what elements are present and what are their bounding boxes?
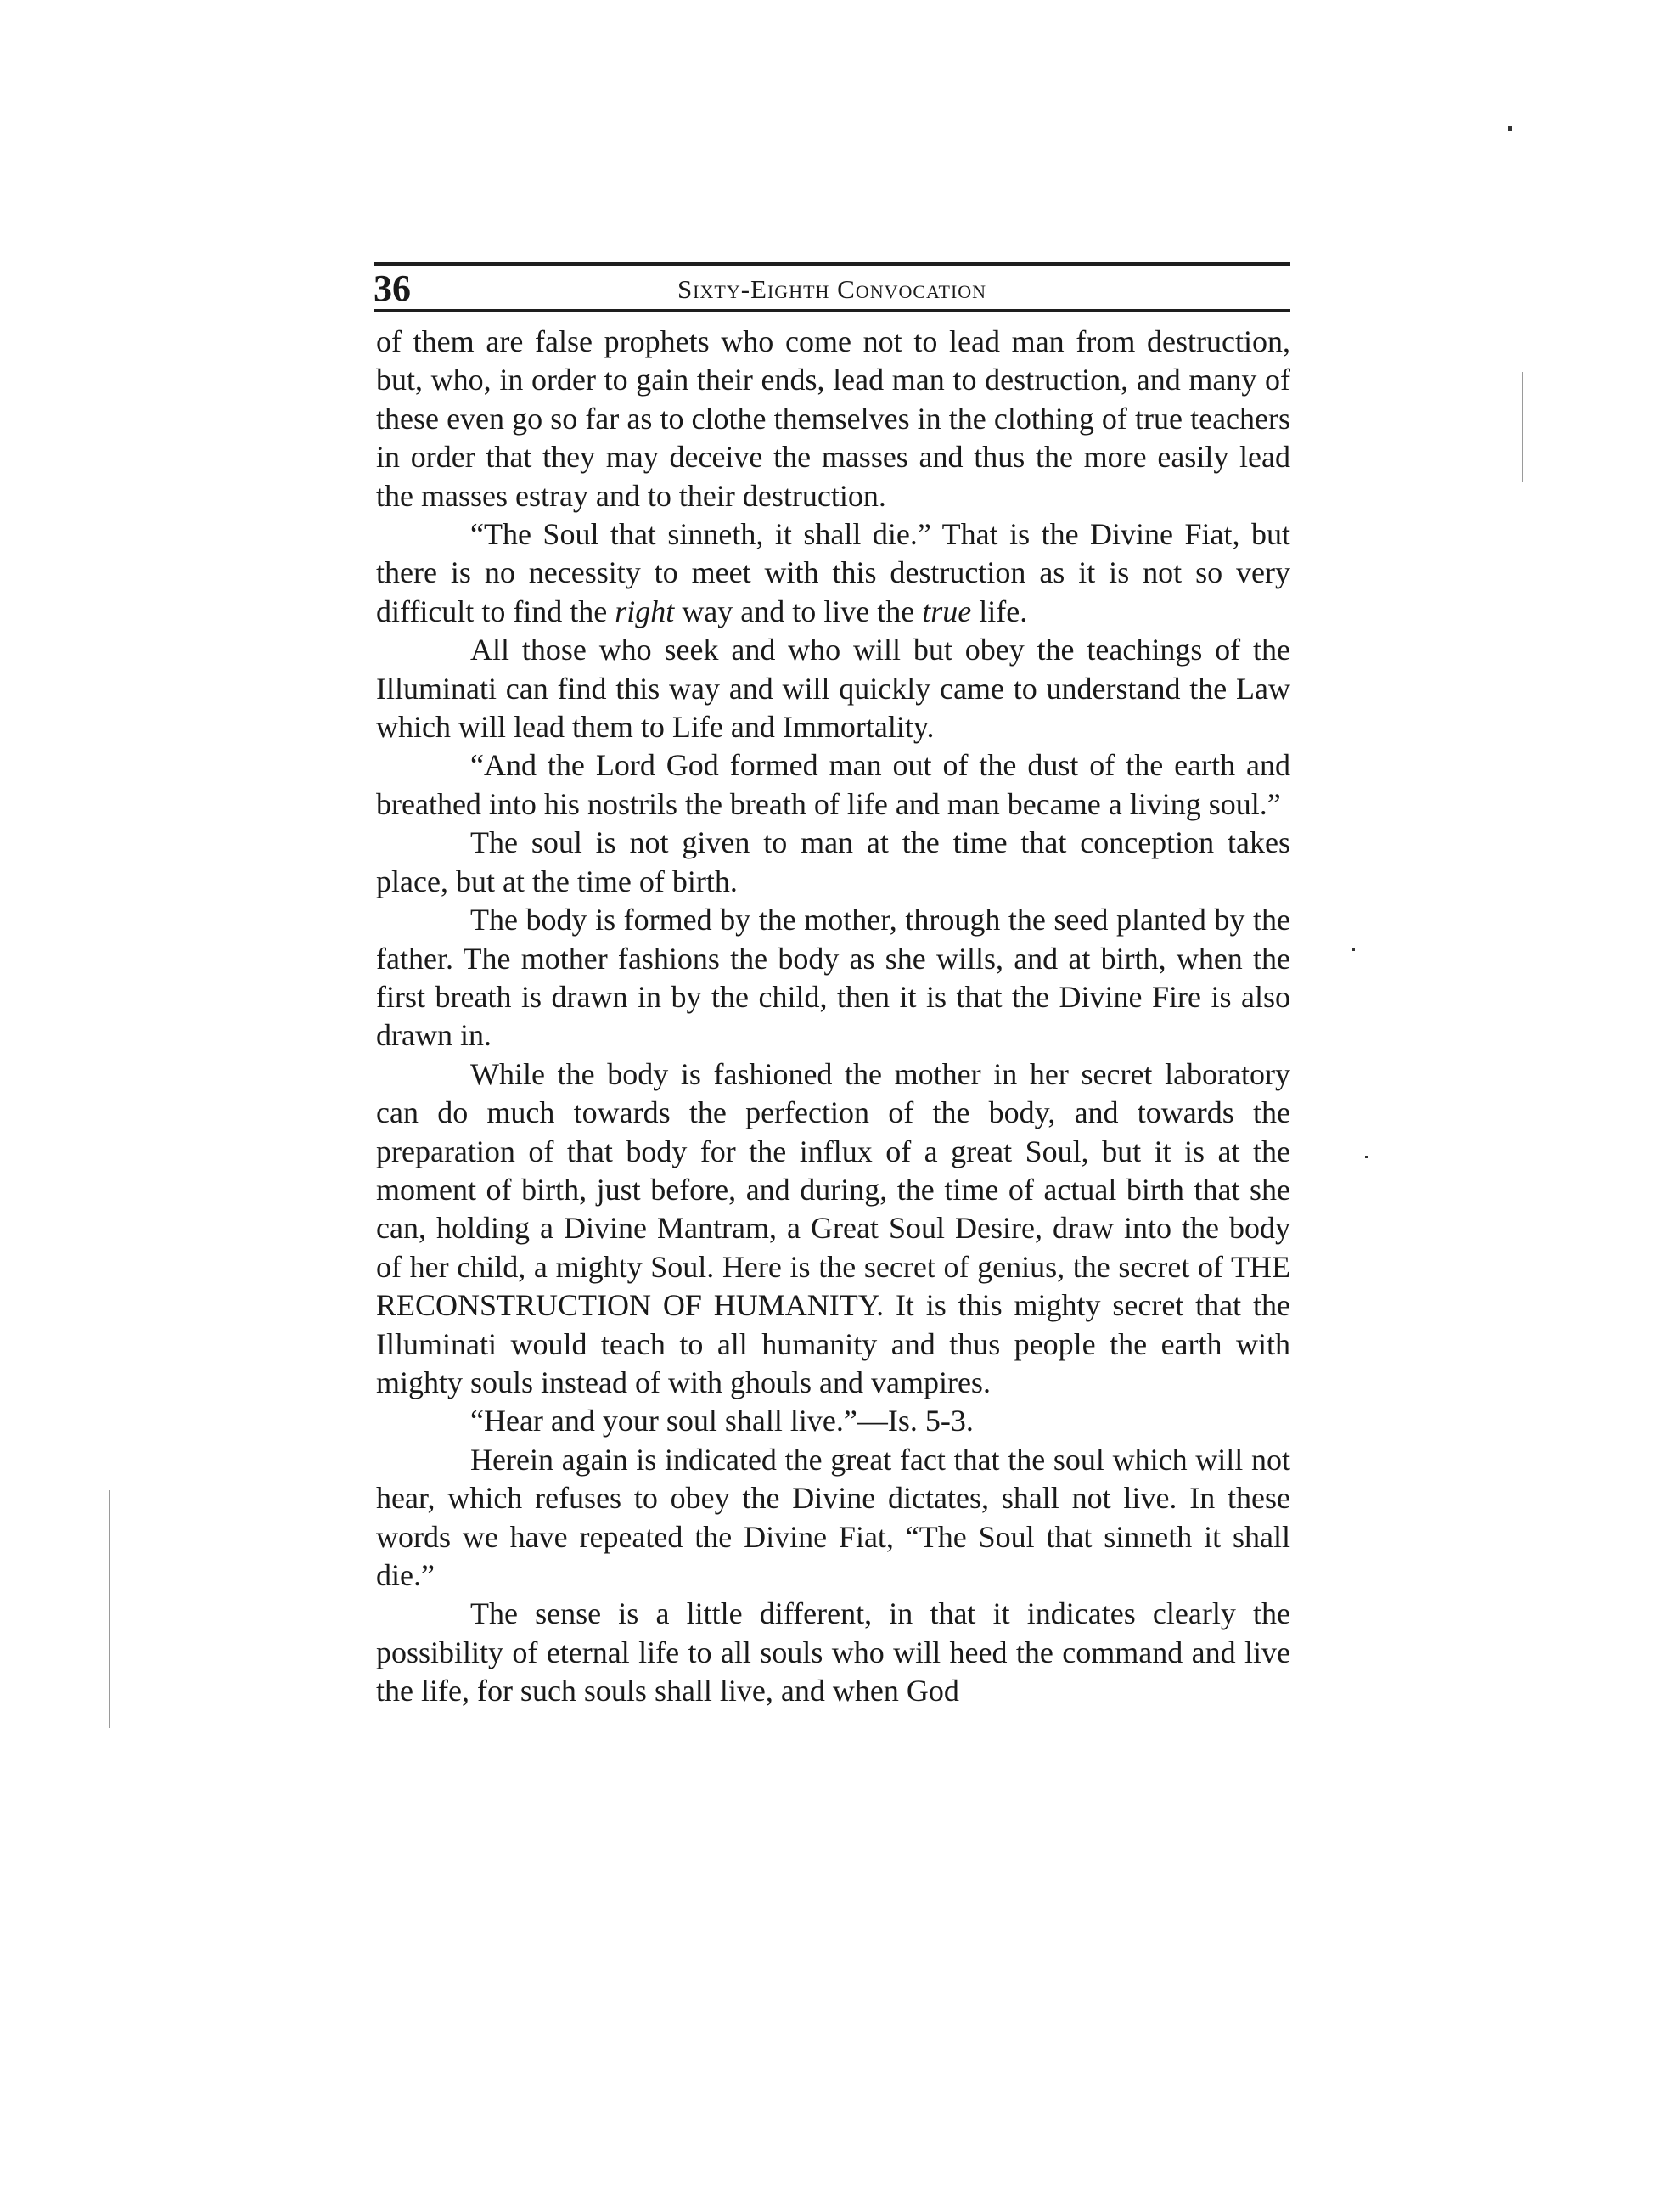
- header-rule-bottom: [374, 309, 1290, 312]
- page-number: 36: [374, 267, 411, 309]
- paragraph-8: “Hear and your soul shall live.”—Is. 5-3.: [470, 1404, 974, 1438]
- emphasis-true: true: [922, 594, 972, 628]
- scan-speck: [1508, 126, 1512, 131]
- paragraph-2-part-1: “The Soul that sinneth, it shall die.” That is the Divine Fiat, but there is no necessity to meet with this destruction as it is not so very difficult to find the: [376, 517, 1290, 628]
- paragraph-5: The soul is not given to man at the time that conception takes place, but at the time of birth.: [376, 825, 1290, 898]
- scan-speck: [1352, 948, 1355, 951]
- running-head: [374, 267, 1290, 311]
- paragraph-10: The sense is a little different, in that it indicates clearly the possibility of eternal life to all souls who will heed the command and live the life, for such souls shall live, and when God: [376, 1596, 1290, 1708]
- scan-speck: [1365, 1156, 1368, 1158]
- emphasis-right: right: [615, 594, 675, 628]
- paragraph-7: While the body is fashioned the mother in her secret laboratory can do much towards the perfection of the body, and towards the preparation of that body for the influx of a great Soul, but it is at the moment of birth, just before, and during, the time of actual birth that she can, holding a Divine Mantram, a Great Soul Desire, draw into the body of her child, a mighty Soul. Here is the secret of genius, the secret of THE RECONSTRUCTION OF HUMANITY. It is this mighty secret that the Illuminati would teach to all humanity and thus people the earth with mighty souls instead of with ghouls and vampires.: [376, 1056, 1290, 1399]
- paragraph-2-part-3: life.: [971, 594, 1028, 628]
- paragraph-3: All those who seek and who will but obey the teachings of the Illuminati can find this way and will quickly came to understand the Law which will lead them to Life and Immortality.: [376, 633, 1290, 745]
- scan-margin-line: [109, 1490, 110, 1728]
- paragraph-6: The body is formed by the mother, through the seed planted by the father. The mother fashions the body as she wills, and at birth, when the first breath is drawn in by the child, then it is that the Divine Fire is also drawn in.: [376, 903, 1290, 1053]
- paragraph-2: [376, 515, 1290, 631]
- paragraph-1: of them are false prophets who come not to lead man from destruction, but, who, in order to gain their ends, lead man to destruction, and many of these even go so far as to clothe themselves in the clothing of true teachers in order that they may deceive the masses and thus the more easily lead the masses estray and to their destruction.: [376, 324, 1290, 513]
- header-rule-top: [374, 262, 1290, 266]
- scan-margin-line: [1522, 372, 1523, 482]
- running-head-title: Sixty-Eighth Convocation: [677, 274, 987, 304]
- paragraph-4: “And the Lord God formed man out of the dust of the earth and breathed into his nostrils the breath of life and man became a living soul.”: [376, 748, 1290, 821]
- body-text: [376, 323, 1290, 1711]
- paragraph-9: Herein again is indicated the great fact that the soul which will not hear, which refuses to obey the Divine dictates, shall not live. In these words we have repeated the Divine Fiat, “The Soul that sinneth it shall die.”: [376, 1442, 1290, 1592]
- paragraph-2-part-2: way and to live the: [674, 594, 923, 628]
